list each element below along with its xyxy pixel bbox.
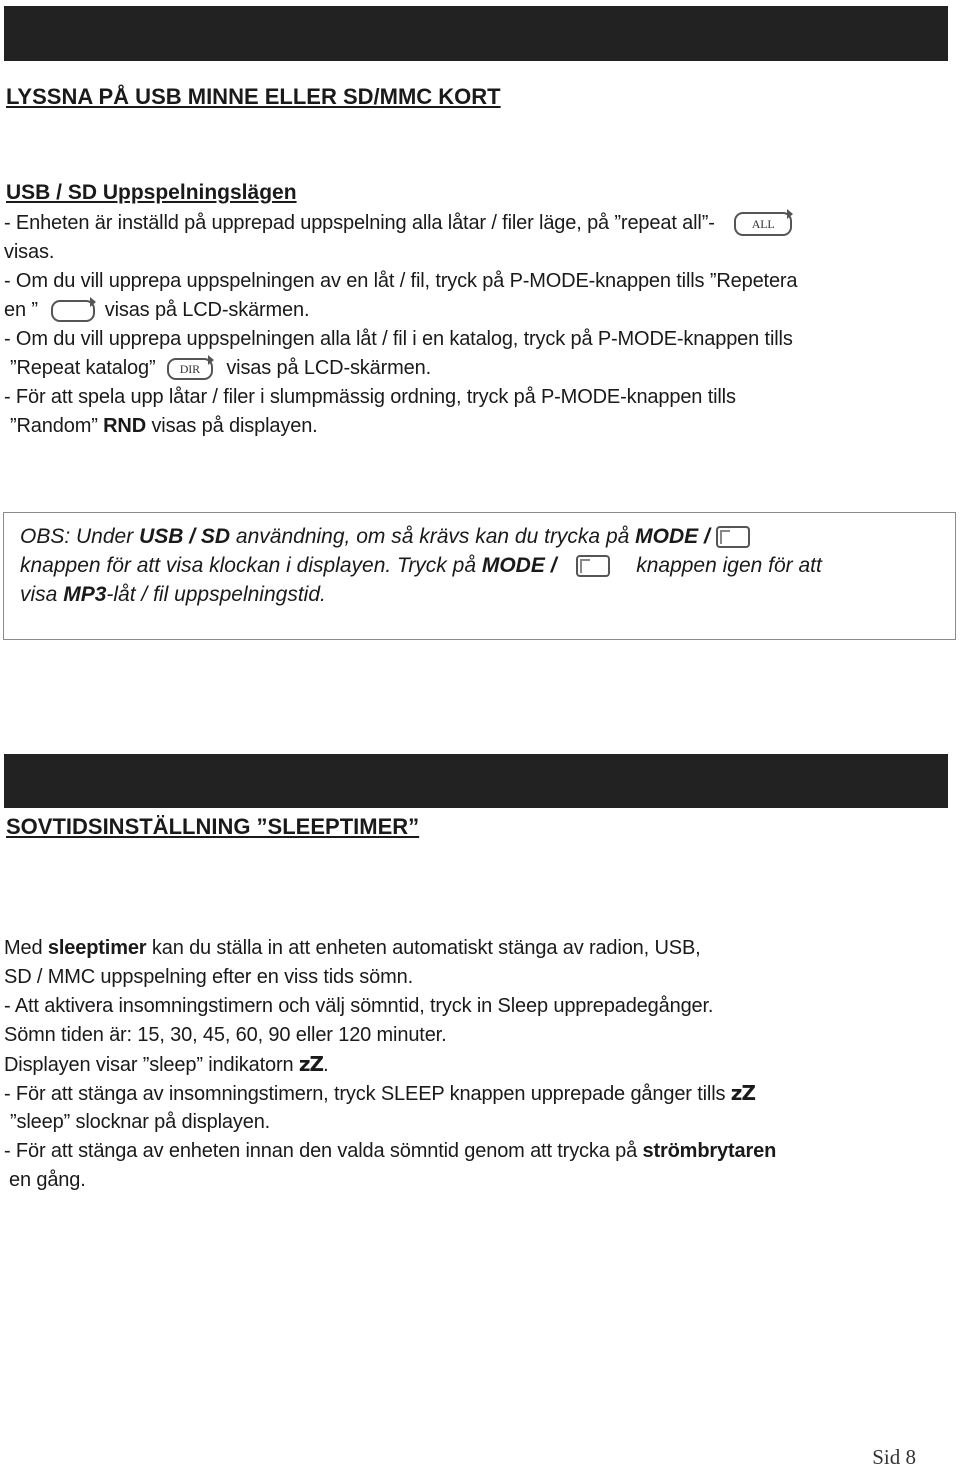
text-line: - Om du vill upprepa uppspelningen av en låt / fil, tryck på P-MODE-knappen tills ”Repetera xyxy=(4,270,798,292)
note-line: OBS: Under USB / SD användning, om så krävs kan du trycka på MODE / xyxy=(20,522,750,551)
repeat-all-icon: ALL xyxy=(734,212,792,236)
clock-icon xyxy=(716,526,750,548)
text-line: - Om du vill upprepa uppspelningen alla låt / fil i en katalog, tryck på P-MODE-knappen tills xyxy=(4,328,793,350)
note-line: knappen för att visa klockan i displayen. Tryck på MODE / knappen igen för att xyxy=(20,554,822,577)
repeat-dir-icon: DIR xyxy=(167,358,213,380)
text-line: Displayen visar ”sleep” indikatorn zZ. xyxy=(4,1052,329,1076)
text-line: ”Repeat katalog” DIR visas på LCD-skärmen. xyxy=(4,354,431,383)
text-line: - Enheten är inställd på upprepad uppspelning alla låtar / filer läge, på ”repeat all”- ALL xyxy=(4,209,792,238)
sleep-indicator-icon: zZ xyxy=(298,1052,324,1076)
note-line: visa MP3-låt / fil uppspelningstid. xyxy=(20,583,326,606)
text-line: ”Random” RND visas på displayen. xyxy=(10,415,318,437)
header-bar-top xyxy=(4,6,948,61)
clock-icon xyxy=(576,555,610,577)
page-number: Sid 8 xyxy=(872,1445,916,1469)
text-line: - För att stänga av insomningstimern, tryck SLEEP knappen upprepade gånger tills zZ xyxy=(4,1081,755,1105)
sleep-indicator-icon: zZ xyxy=(730,1081,755,1105)
text-line: ”sleep” slocknar på displayen. xyxy=(10,1111,271,1133)
text-line: en gång. xyxy=(9,1169,86,1191)
text-line: visas. xyxy=(4,241,55,263)
text-line: SD / MMC uppspelning efter en viss tids sömn. xyxy=(4,966,413,988)
repeat-one-icon xyxy=(51,300,95,322)
text-line: - För att spela upp låtar / filer i slumpmässig ordning, tryck på P-MODE-knappen tills xyxy=(4,386,736,408)
section-title-sleeptimer: SOVTIDSINSTÄLLNING ”SLEEPTIMER” xyxy=(6,814,420,839)
header-bar-bottom xyxy=(4,754,948,808)
note-box xyxy=(3,512,956,640)
text-line: Sömn tiden är: 15, 30, 45, 60, 90 eller 120 minuter. xyxy=(4,1024,447,1046)
section-title-usb: LYSSNA PÅ USB MINNE ELLER SD/MMC KORT xyxy=(6,84,501,109)
subsection-title-playback-modes: USB / SD Uppspelningslägen xyxy=(6,181,297,204)
text-line: - För att stänga av enheten innan den valda sömntid genom att trycka på strömbrytaren xyxy=(4,1140,777,1162)
text-line: en ” visas på LCD-skärmen. xyxy=(4,296,309,325)
text-line: Med sleeptimer kan du ställa in att enheten automatiskt stänga av radion, USB, xyxy=(4,937,701,959)
text-line: - Att aktivera insomningstimern och välj sömntid, tryck in Sleep upprepadegånger. xyxy=(4,995,714,1017)
